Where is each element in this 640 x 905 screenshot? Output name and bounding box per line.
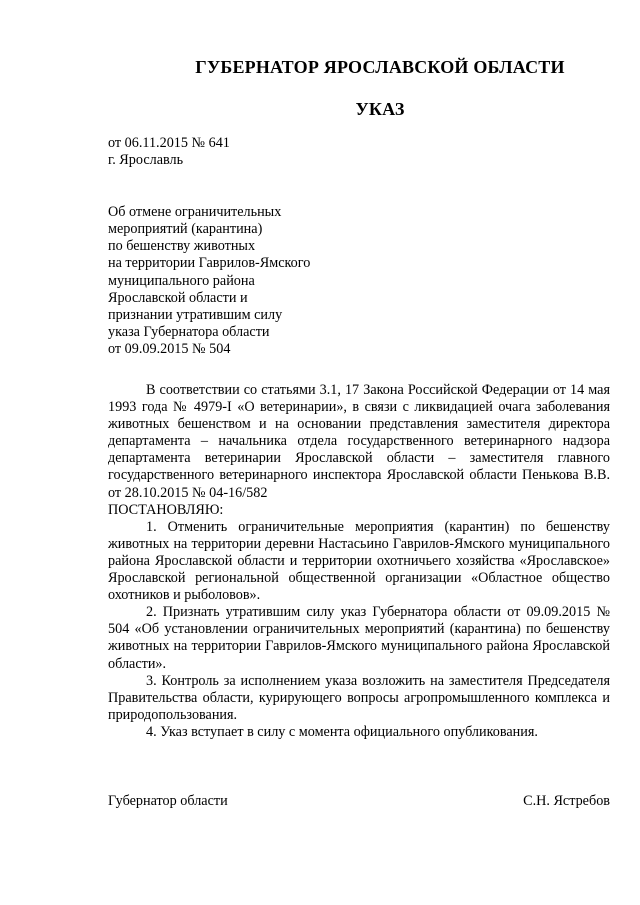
title-line: Об отмене ограничительных [108,204,282,220]
date-number: от 06.11.2015 № 641 [108,135,230,151]
title-line: муниципального района [108,272,255,289]
signature-position: Губернатор области [108,793,228,809]
item-3: 3. Контроль за исполнением указа возложить на заместителя Председателя Правительства области, курирующего вопросы агропромышленного комплекса и природопользования. [108,672,610,723]
preamble: В соответствии со статьями 3.1, 17 Закона Российской Федерации от 14 мая 1993 года № 4979-I «О ветеринарии», в связи с ликвидацией очага заболевания животных бешенством и на основании представления заместителя директора департамента – начальника отдела государственного ветеринарного надзора департамента ветеринарии Ярославской области – заместителя главного государственного ветеринарного инспектора Ярославской области Пенькова В.В. от 28.10.2015 № 04-16/582 [108,382,610,501]
document-type: УКАЗ [355,99,405,119]
item-4: 4. Указ вступает в силу с момента официального опубликования. [146,723,538,740]
item-2: 2. Признать утратившим силу указ Губернатора области от 09.09.2015 № 504 «Об установлении ограничительных мероприятий (карантина) по бешенству животных на территории Гаврилов-Ямского муниципального района Ярославской области». [108,604,610,672]
city: г. Ярославль [108,152,184,168]
title-line: признании утратившим силу [108,306,283,323]
title-line: Ярославской области и [108,289,248,306]
document-title [108,204,310,358]
title-line: мероприятий (карантина) [108,221,263,238]
document-body [108,382,610,741]
resolve-word: ПОСТАНОВЛЯЮ: [108,501,224,518]
title-line: указа Губернатора области [108,324,270,341]
document-authority: ГУБЕРНАТОР ЯРОСЛАВСКОЙ ОБЛАСТИ [195,57,565,77]
title-line: по бешенству животных [108,238,256,255]
title-line: на территории Гаврилов-Ямского [108,255,311,272]
item-1: 1. Отменить ограничительные мероприятия (карантин) по бешенству животных на территории деревни Настасьино Гаврилов-Ямского муниципального района Ярославской области и территории охотничьего хозяйства «Ярославское» Ярославской региональной общественной организации «Областное общество охотников и рыболовов». [108,518,610,604]
signature-name: С.Н. Ястребов [523,793,610,809]
title-line: от 09.09.2015 № 504 [108,341,231,358]
